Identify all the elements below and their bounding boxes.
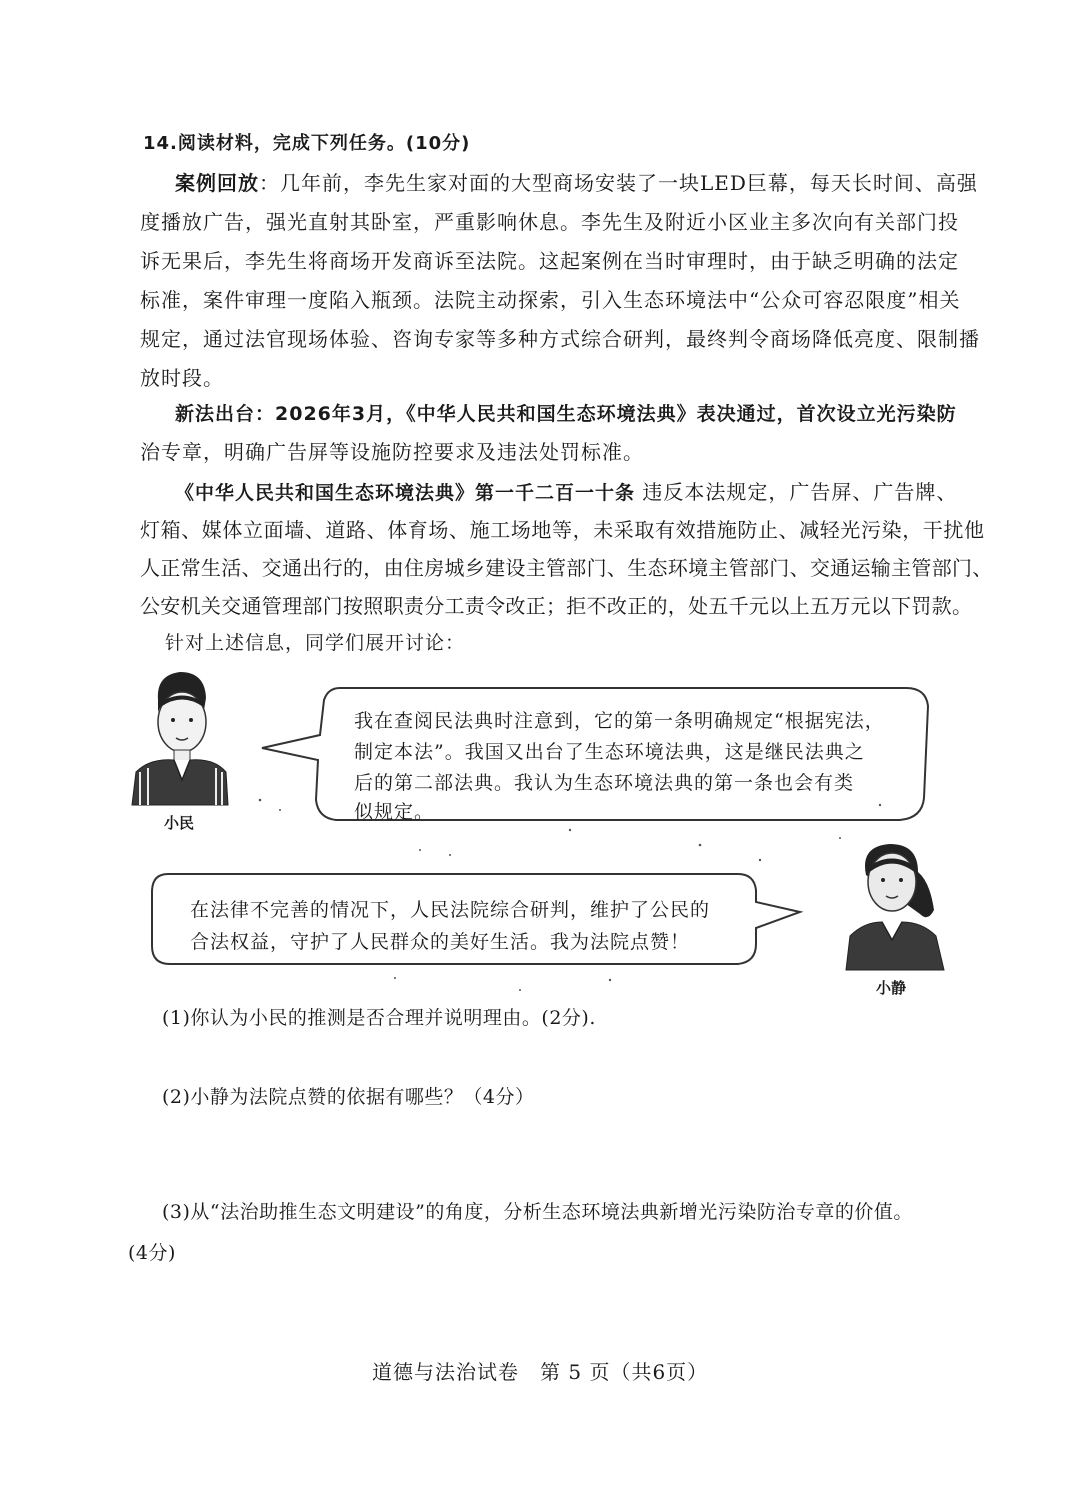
xiaomin-name: 小民: [164, 814, 195, 832]
discussion-intro: 针对上述信息，同学们展开讨论：: [165, 632, 466, 654]
case-label: 案例回放: [175, 171, 259, 195]
xiaomin-line-2: 制定本法”。我国又出台了生态环境法典，这是继民法典之: [354, 741, 865, 763]
xiaomin-avatar: [132, 672, 228, 805]
task-2: (2)小静为法院点赞的依据有哪些？（4分）: [162, 1086, 535, 1108]
article-line-1: 《中华人民共和国生态环境法典》第一千二百一十条 违反本法规定，广告屏、广告牌、: [175, 480, 958, 504]
question-title: 14.阅读材料，完成下列任务。(10分): [143, 133, 471, 154]
xiaojing-name: 小静: [876, 979, 907, 997]
case-line-3: 诉无果后，李先生将商场开发商诉至法院。这起案例在当时审理时，由于缺乏明确的法定: [140, 249, 959, 273]
xiaojing-avatar: [846, 844, 944, 970]
article-line-4: 公安机关交通管理部门按照职责分工责令改正；拒不改正的，处五千元以上五万元以下罚款。: [140, 594, 973, 618]
xiaomin-line-1: 我在查阅民法典时注意到，它的第一条明确规定“根据宪法，: [354, 710, 885, 732]
new-law-line-2: 治专章，明确广告屏等设施防控要求及违法处罚标准。: [140, 440, 644, 464]
article-label: 《中华人民共和国生态环境法典》第一千二百一十条: [175, 482, 636, 504]
article-line-2: 灯箱、媒体立面墙、道路、体育场、施工场地等，未采取有效措施防止、减轻光污染，干扰他: [140, 518, 985, 542]
new-law-line-1: 新法出台：2026年3月，《中华人民共和国生态环境法典》表决通过，首次设立光污染防: [175, 403, 957, 425]
case-line-1: 案例回放：几年前，李先生家对面的大型商场安装了一块LED巨幕，每天长时间、高强: [175, 171, 978, 195]
task-3-score: (4分): [128, 1242, 176, 1264]
xiaomin-line-3: 后的第二部法典。我认为生态环境法典的第一条也会有类: [354, 772, 855, 794]
new-law-label: 新法出台: [175, 403, 256, 425]
xiaojing-line-1: 在法律不完善的情况下，人民法院综合研判，维护了公民的: [190, 899, 711, 921]
case-line-2: 度播放广告，强光直射其卧室，严重影响休息。李先生及附近小区业主多次向有关部门投: [140, 210, 959, 234]
case-line-5: 规定，通过法官现场体验、咨询专家等多种方式综合研判，最终判令商场降低亮度、限制播: [140, 327, 980, 351]
task-1: (1)你认为小民的推测是否合理并说明理由。(2分).: [162, 1007, 596, 1029]
case-line-6: 放时段。: [140, 366, 224, 390]
article-line-3: 人正常生活、交通出行的，由住房城乡建设主管部门、生态环境主管部门、交通运输主管部门、: [140, 556, 993, 580]
xiaojing-line-2: 合法权益，守护了人民群众的美好生活。我为法院点赞！: [190, 931, 691, 953]
page-footer: 道德与法治试卷 第 5 页（共6页）: [372, 1360, 709, 1384]
task-3: (3)从“法治助推生态文明建设”的角度，分析生态环境法典新增光污染防治专章的价值。: [162, 1201, 913, 1223]
case-line-4: 标准，案件审理一度陷入瓶颈。法院主动探索，引入生态环境法中“公众可容忍限度”相关: [140, 288, 961, 312]
xiaomin-line-4: 似规定。: [354, 801, 435, 823]
